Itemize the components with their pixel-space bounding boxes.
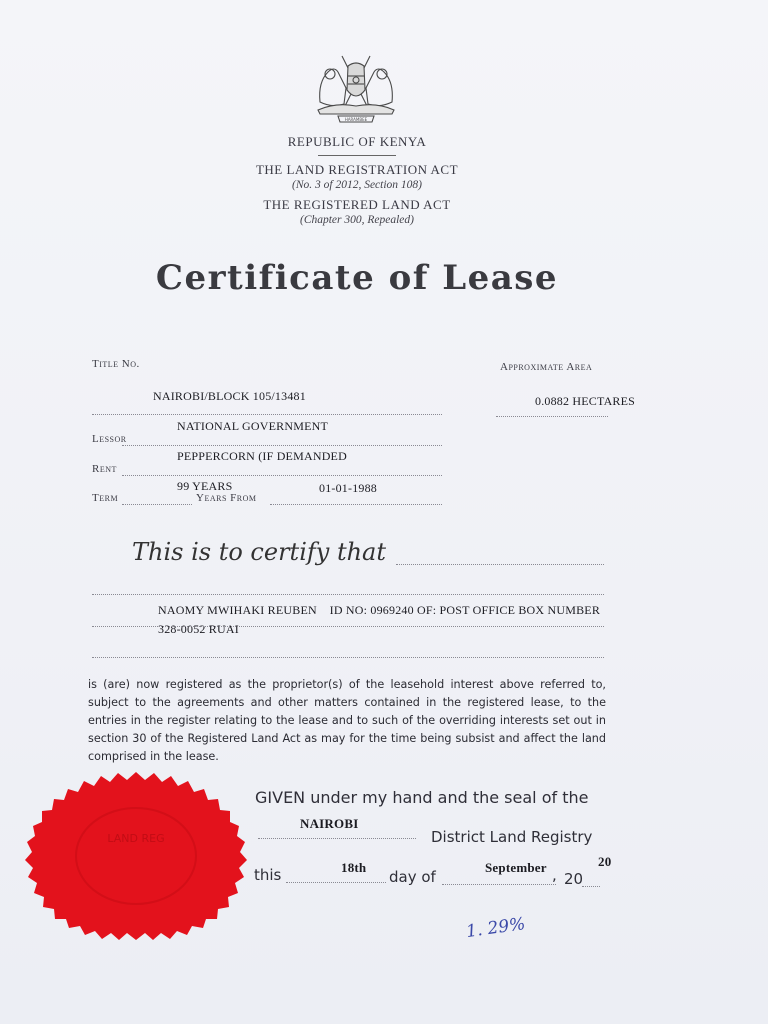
term-value: 99 YEARS: [177, 479, 233, 493]
certify-heading: This is to certify that: [132, 538, 386, 566]
day-line: [286, 882, 386, 883]
rent-value: PEPPERCORN (IF DEMANDED: [177, 449, 347, 463]
area-line: [496, 416, 608, 417]
certify-line-1: [396, 564, 604, 565]
act2-reference: (Chapter 300, Repealed): [299, 214, 414, 226]
coat-of-arms-icon: [312, 52, 400, 124]
title-no-line: [92, 414, 442, 415]
day-of-label: day of: [389, 868, 436, 886]
rent-label: Rent: [92, 463, 117, 475]
red-wax-seal: [20, 770, 252, 942]
registration-paragraph: is (are) now registered as the proprietor(s) of the leasehold interest above referred to, subject to the agreements and other matters contained in the registered lease, to the entries in the register relating to the lease and to such of the overriding interests set out in section 30 of the Registered Land Act as may for the time being subsist and affect the land comprised in the lease.: [88, 678, 606, 763]
header-divider: [318, 155, 396, 156]
given-line: GIVEN under my hand and the seal of the: [255, 788, 589, 807]
years-from-label: Years From: [196, 492, 257, 504]
act2-title: THE REGISTERED LAND ACT: [263, 197, 451, 212]
year-value: 20: [598, 854, 612, 869]
term-start-date: 01-01-1988: [319, 481, 377, 495]
year-prefix: 20: [564, 870, 584, 888]
certify-line-2: [92, 594, 604, 595]
act1-reference: (No. 3 of 2012, Section 108): [292, 179, 422, 191]
year-line: [582, 886, 600, 887]
act1-title: THE LAND REGISTRATION ACT: [255, 162, 459, 177]
proprietor-line-1: NAOMY MWIHAKI REUBEN ID NO: 0969240 OF: POST OFFICE BOX NUMBER: [158, 603, 601, 617]
day-value: 18th: [341, 860, 367, 875]
term-label: Term: [92, 492, 119, 504]
title-no-value: NAIROBI/BLOCK 105/13481: [153, 389, 306, 403]
seal-text: LAND REG: [107, 832, 165, 845]
years-from-line: [270, 504, 442, 505]
proprietor-line-2: 328-0052 RUAI: [158, 622, 239, 636]
month-value: September: [485, 860, 547, 875]
lessor-label: Lessor: [92, 433, 127, 445]
title-no-label: Title No.: [92, 358, 140, 370]
term-line: [122, 504, 192, 505]
lessor-value: NATIONAL GOVERNMENT: [177, 419, 329, 433]
motto: HARAMBEE: [344, 117, 368, 122]
coat-of-arms: [312, 52, 400, 124]
comma: ,: [552, 866, 557, 884]
month-line: [442, 884, 556, 885]
this-label: this: [254, 866, 282, 884]
proprietor-line-underline: [92, 626, 604, 627]
rent-line: [122, 475, 442, 476]
registry-label: District Land Registry: [431, 828, 593, 846]
seal-shape: [25, 772, 247, 940]
registry-value: NAIROBI: [300, 816, 359, 831]
registry-line: [258, 838, 416, 839]
proprietor-line-underline-2: [92, 657, 604, 658]
handwritten-note: 1. 29%: [464, 913, 527, 943]
lessor-line: [122, 445, 442, 446]
certificate-title: Certificate of Lease: [155, 258, 559, 298]
republic-heading: REPUBLIC OF KENYA: [287, 134, 427, 149]
area-label: Approximate Area: [500, 361, 593, 373]
area-value: 0.0882 HECTARES: [535, 394, 636, 408]
